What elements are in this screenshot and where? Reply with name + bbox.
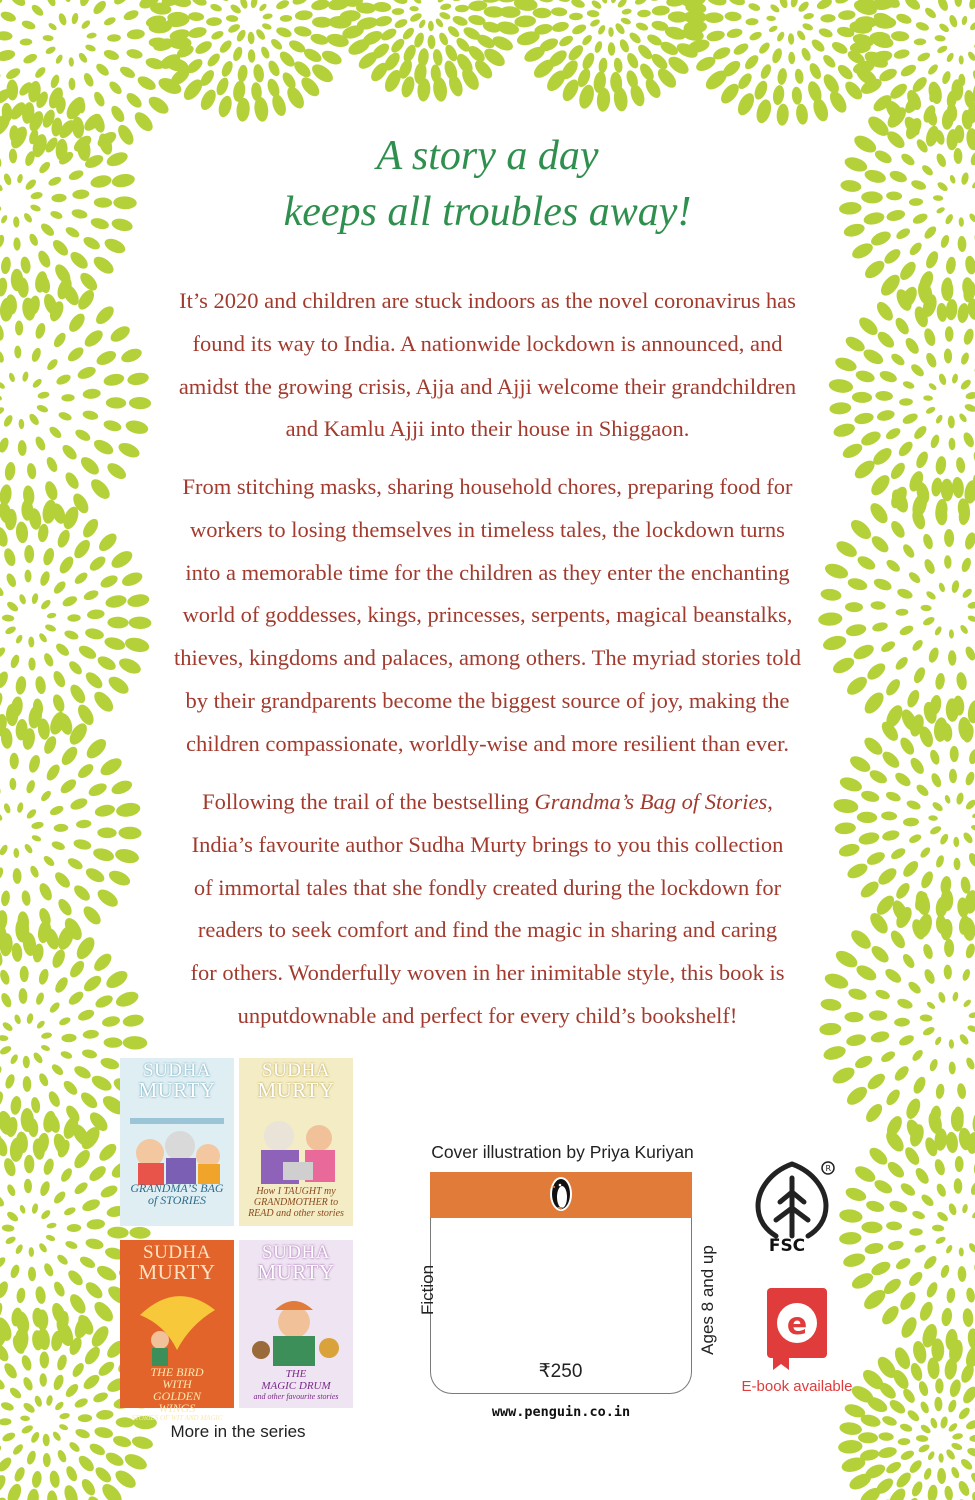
blurb-line (120, 781, 855, 824)
price-label: ₹250 (538, 1361, 583, 1382)
blurb-line: amidst the growing crisis, Ajja and Ajji welcome their grandchildren (178, 373, 797, 399)
blurb-line: for others. Wonderfully woven in her inimitable style, this book is (190, 960, 785, 986)
blurb-text: , (767, 789, 773, 814)
ebook-icon (765, 1286, 829, 1376)
title-line: GOLDEN (152, 1389, 201, 1403)
tagline (0, 128, 975, 240)
title-line: MAGIC DRUM (261, 1380, 331, 1392)
title-line: How I TAUGHT my (256, 1186, 336, 1197)
series-book-cover-bird-golden-wings (120, 1240, 234, 1422)
blurb-line: and Kamlu Ajji into their house in Shiggaon. (285, 416, 690, 442)
genre-text: Fiction (418, 1264, 437, 1316)
series-book-title (243, 1368, 349, 1401)
series-book-cover-magic-drum (239, 1240, 353, 1408)
blurb-line: readers to seek comfort and find the magic in sharing and caring (197, 917, 778, 943)
publisher-website[interactable]: www.penguin.co.in (491, 1404, 631, 1420)
series-author-name: MURTY (138, 1078, 216, 1102)
blurb-line: into a memorable time for the children as they enter the enchanting (185, 559, 790, 585)
title-line: STORIES OF WIT AND MAGIC (131, 1414, 223, 1422)
title-line: WITH (162, 1377, 192, 1391)
blurb-line: found its way to India. A nationwide lockdown is announced, and (192, 330, 783, 356)
title-line: and other favourite stories (253, 1392, 339, 1401)
series-caption: More in the series (170, 1422, 306, 1441)
age-range-text: Ages 8 and up (698, 1245, 717, 1355)
series-author-name: SUDHA (262, 1060, 330, 1081)
series-book-title (243, 1186, 349, 1219)
series-book-cover-grandmas-bag (120, 1058, 234, 1226)
title-line: GRANDMA’S BAG (130, 1181, 224, 1195)
blurb-text: Following the trail of the bestselling (202, 789, 535, 814)
ebook-available-label: E-book available (741, 1378, 853, 1395)
series-author-name: MURTY (257, 1260, 335, 1284)
series-author-name: MURTY (138, 1260, 216, 1284)
blurb-line: unputdownable and perfect for every child’s bookshelf! (237, 1002, 738, 1028)
ebook-letter: e (786, 1307, 808, 1342)
tagline-line-1: A story a day (376, 133, 599, 179)
publisher-bar (430, 1172, 692, 1218)
series-book-cover-how-i-taught (239, 1058, 353, 1226)
genre-label (398, 1260, 458, 1320)
series-book-title (124, 1366, 230, 1423)
title-line: of STORIES (147, 1193, 207, 1207)
series-author-name: SUDHA (262, 1242, 330, 1263)
blurb-paragraph-2 (120, 466, 855, 766)
cover-illustration-credit: Cover illustration by Priya Kuriyan (431, 1142, 694, 1162)
price-panel (430, 1172, 692, 1394)
title-line: THE BIRD (150, 1365, 204, 1379)
title-line: READ and other stories (248, 1208, 344, 1219)
blurb-line: by their grandparents become the biggest source of joy, making the (185, 687, 790, 713)
fsc-label: FSC (768, 1236, 806, 1256)
age-range-label (668, 1245, 748, 1355)
series-author-name: MURTY (257, 1078, 335, 1102)
series-author-name: SUDHA (143, 1242, 211, 1263)
penguin-logo-icon (549, 1176, 573, 1212)
svg-text:R: R (825, 1164, 832, 1173)
blurb-line: world of goddesses, kings, princesses, serpents, magical beanstalks, (182, 602, 793, 628)
blurb-line: workers to losing themselves in timeless tales, the lockdown turns (190, 516, 785, 542)
previous-book-title: Grandma’s Bag of Stories (534, 789, 768, 814)
series-author-name: SUDHA (143, 1060, 211, 1081)
blurb-line: From stitching masks, sharing household chores, preparing food for (182, 474, 793, 499)
title-line: GRANDMOTHER to (253, 1197, 339, 1208)
blurb-paragraph-1 (120, 280, 855, 451)
title-line: WINGS (158, 1401, 196, 1415)
tagline-line-2: keeps all troubles away! (283, 189, 692, 235)
blurb-line: thieves, kingdoms and palaces, among others. The myriad stories told (174, 645, 801, 671)
blurb-line: It’s 2020 and children are stuck indoors as the novel coronavirus has (179, 288, 796, 313)
blurb-line: children compassionate, worldly-wise and more resilient than ever. (186, 730, 789, 756)
title-line: THE (285, 1368, 307, 1380)
series-book-title (124, 1182, 230, 1206)
blurb-line: India’s favourite author Sudha Murty brings to you this collection (191, 831, 784, 857)
blurb-paragraph-3 (120, 781, 855, 1038)
blurb-line: of immortal tales that she fondly created during the lockdown for (193, 874, 782, 900)
